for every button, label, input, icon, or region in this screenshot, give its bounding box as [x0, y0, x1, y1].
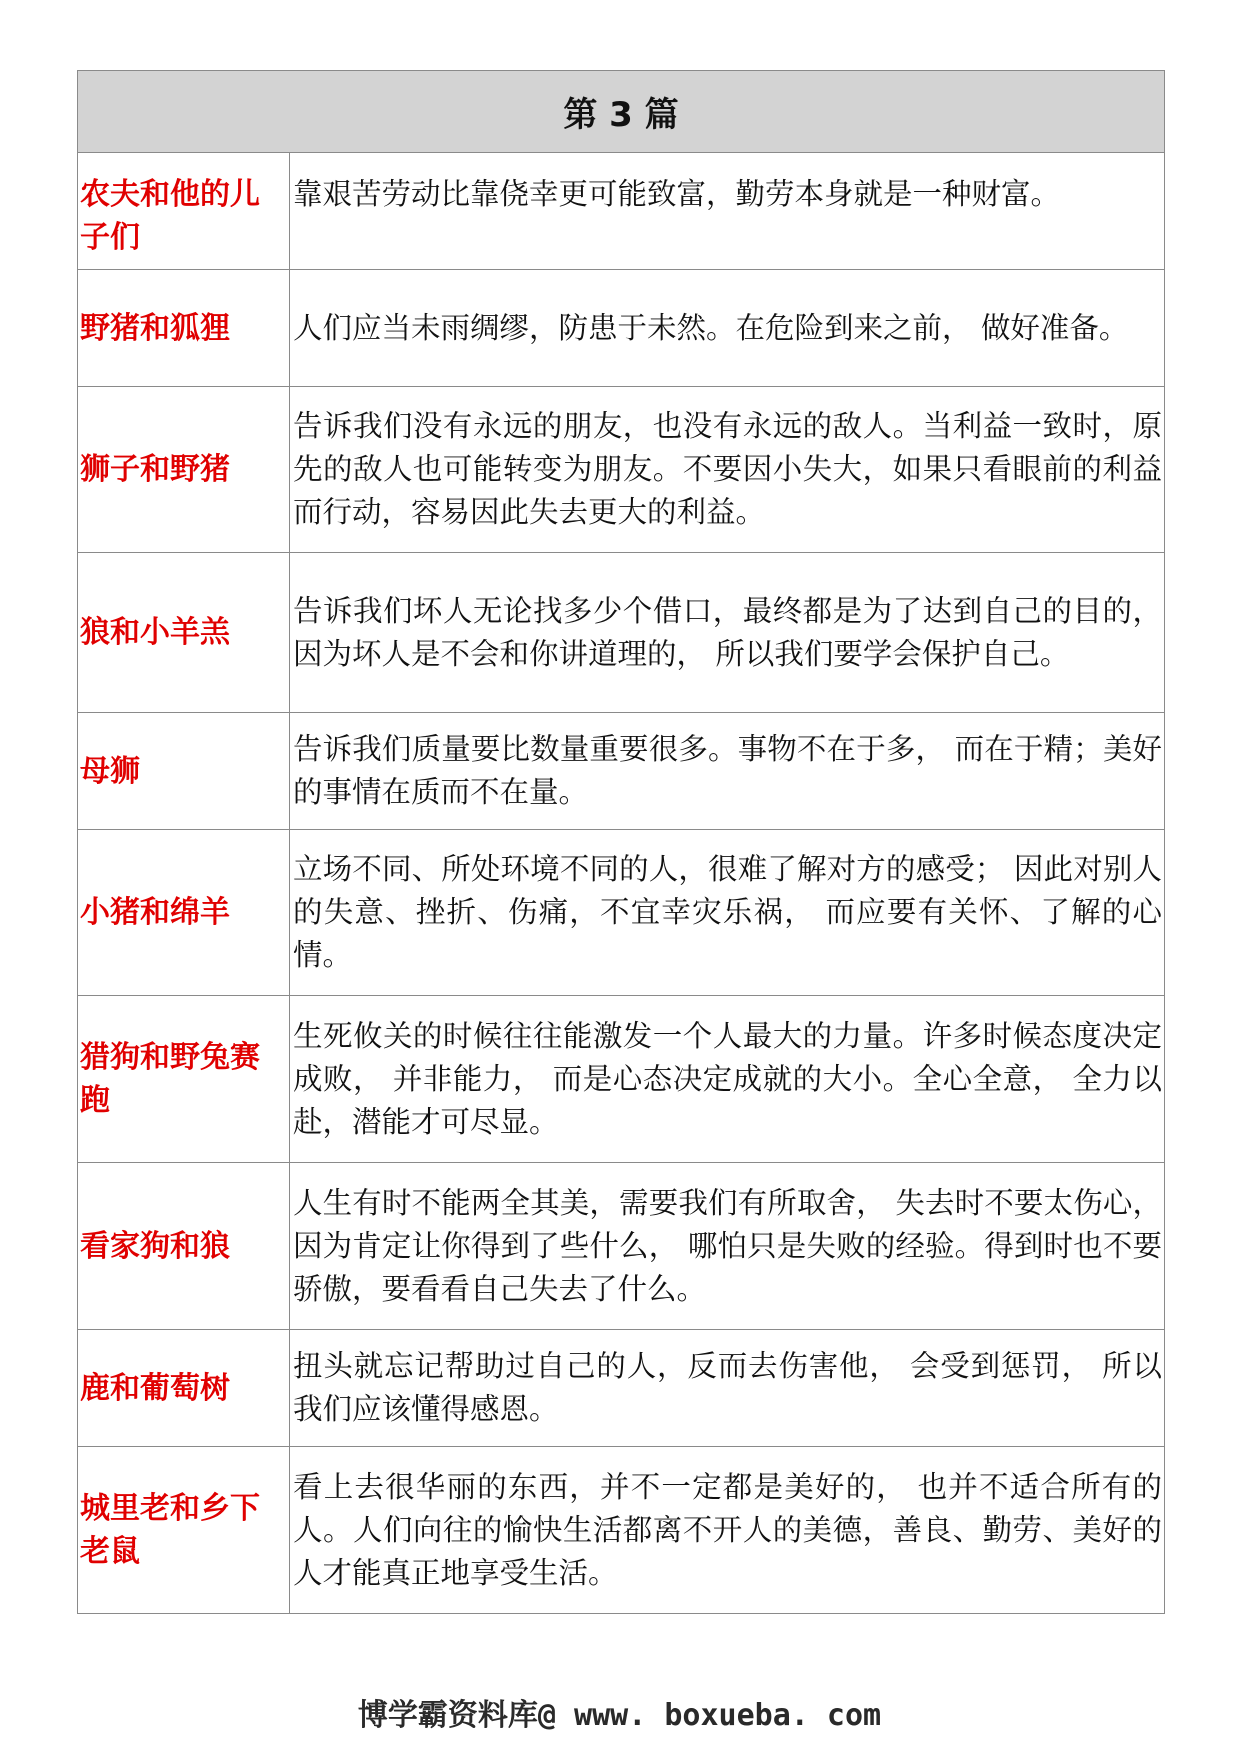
fable-moral: 人们应当未雨绸缪，防患于未然。在危险到来之前， 做好准备。 [290, 270, 1165, 387]
table-row [78, 387, 1165, 553]
page-title: 第 3 篇 [78, 71, 1165, 153]
fable-morals-table [77, 70, 1165, 1614]
table-row [78, 1447, 1165, 1614]
fable-moral: 扭头就忘记帮助过自己的人，反而去伤害他， 会受到惩罚， 所以我们应该懂得感恩。 [290, 1330, 1165, 1447]
table-row [78, 996, 1165, 1163]
footer-watermark: 博学霸资料库@ www. boxueba. com [357, 1698, 882, 1733]
table-header-row [78, 71, 1165, 153]
fable-table-sheet [77, 70, 1164, 1614]
fable-title: 猎狗和野兔赛跑 [78, 996, 290, 1163]
fable-title: 农夫和他的儿子们 [78, 153, 290, 270]
fable-moral: 立场不同、所处环境不同的人，很难了解对方的感受； 因此对别人的失意、挫折、伤痛，不宜幸灾乐祸， 而应要有关怀、了解的心情。 [290, 830, 1165, 996]
fable-moral: 人生有时不能两全其美，需要我们有所取舍， 失去时不要太伤心，因为肯定让你得到了些什么， 哪怕只是失败的经验。得到时也不要骄傲，要看看自己失去了什么。 [290, 1163, 1165, 1330]
fable-moral: 告诉我们没有永远的朋友，也没有永远的敌人。当利益一致时，原先的敌人也可能转变为朋友。不要因小失大，如果只看眼前的利益而行动，容易因此失去更大的利益。 [290, 387, 1165, 553]
fable-title: 狮子和野猪 [78, 387, 290, 553]
table-row [78, 1163, 1165, 1330]
table-row [78, 153, 1165, 270]
table-row [78, 270, 1165, 387]
table-row [78, 553, 1165, 713]
fable-moral: 靠艰苦劳动比靠侥幸更可能致富，勤劳本身就是一种财富。 [290, 153, 1165, 270]
fable-title: 野猪和狐狸 [78, 270, 290, 387]
fable-title: 城里老和乡下老鼠 [78, 1447, 290, 1614]
fable-title: 狼和小羊羔 [78, 553, 290, 713]
fable-moral: 生死攸关的时候往往能激发一个人最大的力量。许多时候态度决定成败， 并非能力， 而是心态决定成就的大小。全心全意， 全力以赴，潜能才可尽显。 [290, 996, 1165, 1163]
fable-moral: 告诉我们质量要比数量重要很多。事物不在于多， 而在于精；美好的事情在质而不在量。 [290, 713, 1165, 830]
fable-moral: 看上去很华丽的东西，并不一定都是美好的， 也并不适合所有的人。人们向往的愉快生活都离不开人的美德，善良、勤劳、美好的人才能真正地享受生活。 [290, 1447, 1165, 1614]
fable-title: 看家狗和狼 [78, 1163, 290, 1330]
fable-title: 母狮 [78, 713, 290, 830]
table-row [78, 830, 1165, 996]
fable-moral: 告诉我们坏人无论找多少个借口，最终都是为了达到自己的目的，因为坏人是不会和你讲道理的， 所以我们要学会保护自己。 [290, 553, 1165, 713]
table-row [78, 713, 1165, 830]
fable-title: 鹿和葡萄树 [78, 1330, 290, 1447]
fable-title: 小猪和绵羊 [78, 830, 290, 996]
table-row [78, 1330, 1165, 1447]
